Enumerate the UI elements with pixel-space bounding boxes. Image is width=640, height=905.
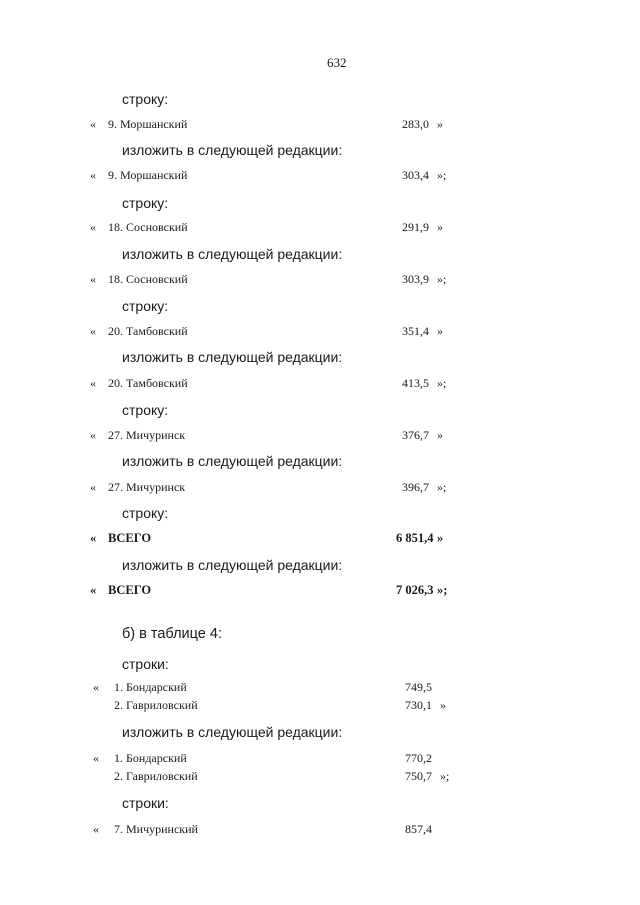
table-row-old xyxy=(0,428,640,446)
close-quote: » xyxy=(437,117,443,131)
row-name: ВСЕГО xyxy=(108,583,152,597)
row-value: 730,1 xyxy=(405,698,432,712)
instruction-row: строку: xyxy=(122,91,169,107)
row-name: 2. Гавриловский xyxy=(114,769,198,783)
open-quote: « xyxy=(90,376,96,390)
instruction-replace: изложить в следующей редакции: xyxy=(122,246,343,262)
row-name: 9. Моршанский xyxy=(108,168,188,182)
instruction-row: строку: xyxy=(122,298,169,314)
close-quote: »; xyxy=(437,272,447,286)
instruction-replace: изложить в следующей редакции: xyxy=(122,557,343,573)
subsection-heading: б) в таблице 4: xyxy=(122,626,222,642)
row-value: 376,7 xyxy=(402,428,429,442)
close-quote: » xyxy=(437,220,443,234)
table-row-new xyxy=(0,272,640,290)
row-value: 303,9 xyxy=(402,272,429,286)
open-quote: « xyxy=(90,583,97,597)
table-row-old xyxy=(0,698,640,716)
table-row-old xyxy=(0,117,640,135)
table-row-total-old xyxy=(0,531,640,549)
row-name: 27. Мичуринск xyxy=(108,428,186,442)
row-value: 749,5 xyxy=(405,680,432,694)
table-row-new xyxy=(0,480,640,498)
row-name: 9. Моршанский xyxy=(108,117,188,131)
row-value: 283,0 xyxy=(402,117,429,131)
instruction-rows: строки: xyxy=(122,795,169,811)
row-name: ВСЕГО xyxy=(108,531,152,545)
close-quote: »; xyxy=(437,480,447,494)
instruction-replace: изложить в следующей редакции: xyxy=(122,142,343,158)
table-row-total-new xyxy=(0,583,640,601)
close-quote: »; xyxy=(437,583,448,597)
row-value: 351,4 xyxy=(402,324,429,338)
instruction-rows: строки: xyxy=(122,656,169,672)
row-value: 750,7 xyxy=(405,769,432,783)
open-quote: « xyxy=(90,168,96,182)
table-row-new xyxy=(0,376,640,394)
open-quote: « xyxy=(90,480,96,494)
row-name: 18. Сосновский xyxy=(108,220,188,234)
row-name: 1. Бондарский xyxy=(114,751,187,765)
row-value: 6 851,4 xyxy=(396,531,434,545)
open-quote: « xyxy=(93,680,99,694)
row-value: 770,2 xyxy=(405,751,432,765)
row-name: 1. Бондарский xyxy=(114,680,187,694)
close-quote: »; xyxy=(437,376,447,390)
open-quote: « xyxy=(90,428,96,442)
row-name: 20. Тамбовский xyxy=(108,324,188,338)
row-value: 7 026,3 xyxy=(396,583,434,597)
table-row-old xyxy=(0,822,640,840)
instruction-row: строку: xyxy=(122,505,169,521)
table-row-new xyxy=(0,168,640,186)
row-name: 7. Мичуринский xyxy=(114,822,198,836)
close-quote: »; xyxy=(440,769,450,783)
instruction-replace: изложить в следующей редакции: xyxy=(122,349,343,365)
instruction-row: строку: xyxy=(122,402,169,418)
row-value: 857,4 xyxy=(405,822,432,836)
row-value: 396,7 xyxy=(402,480,429,494)
row-value: 291,9 xyxy=(402,220,429,234)
instruction-replace: изложить в следующей редакции: xyxy=(122,724,343,740)
close-quote: »; xyxy=(437,168,447,182)
open-quote: « xyxy=(90,272,96,286)
open-quote: « xyxy=(93,751,99,765)
row-name: 20. Тамбовский xyxy=(108,376,188,390)
row-name: 27. Мичуринск xyxy=(108,480,186,494)
open-quote: « xyxy=(90,220,96,234)
open-quote: « xyxy=(90,324,96,338)
close-quote: » xyxy=(437,531,444,545)
open-quote: « xyxy=(90,531,97,545)
row-name: 18. Сосновский xyxy=(108,272,188,286)
page-number: 632 xyxy=(327,55,347,70)
table-row-old xyxy=(0,324,640,342)
table-row-old xyxy=(0,680,640,698)
open-quote: « xyxy=(90,117,96,131)
open-quote: « xyxy=(93,822,99,836)
close-quote: » xyxy=(437,324,443,338)
table-row-new xyxy=(0,751,640,769)
table-row-old xyxy=(0,220,640,238)
table-row-new xyxy=(0,769,640,787)
instruction-row: строку: xyxy=(122,195,169,211)
close-quote: » xyxy=(440,698,446,712)
instruction-replace: изложить в следующей редакции: xyxy=(122,453,343,469)
row-value: 413,5 xyxy=(402,376,429,390)
row-name: 2. Гавриловский xyxy=(114,698,198,712)
row-value: 303,4 xyxy=(402,168,429,182)
close-quote: » xyxy=(437,428,443,442)
